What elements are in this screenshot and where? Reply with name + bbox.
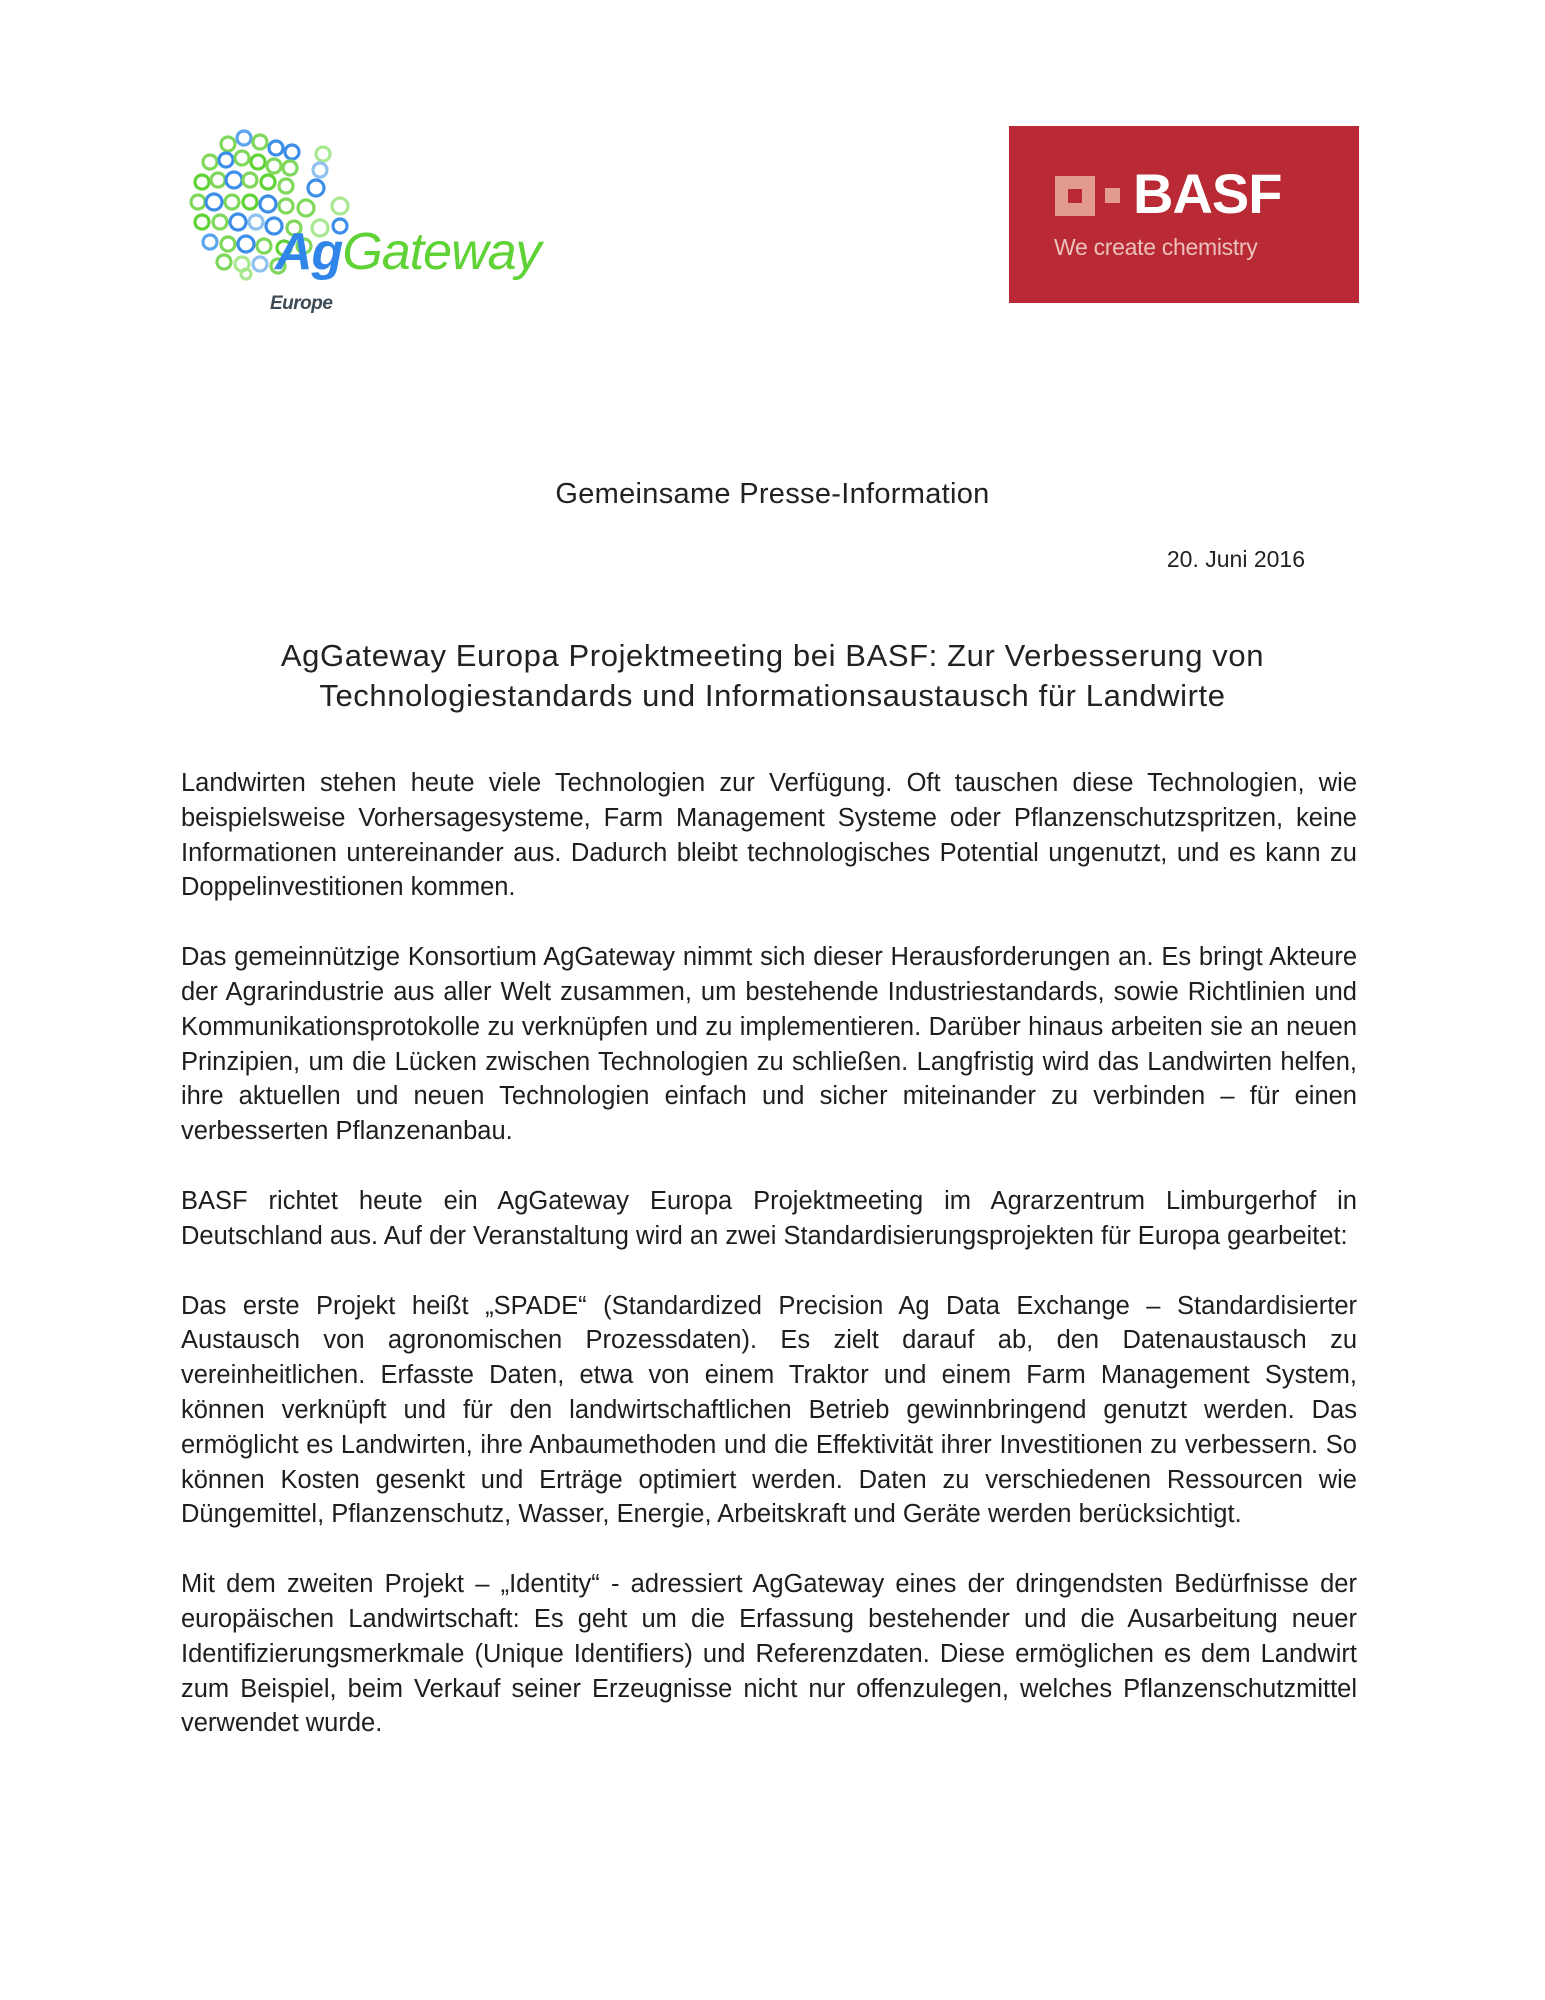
title-line-2: Technologiestandards und Informationsaustausch für Landwirte [319,678,1226,713]
aggateway-prefix: Ag [275,223,343,281]
basf-wordmark: BASF [1133,162,1282,225]
body-paragraph-3: BASF richtet heute ein AgGateway Europa Projektmeeting im Agrarzentrum Limburgerhof in Deutschland aus. Auf der Veranstaltung wird an zwei Standardisierungsprojekten für Europa gearbeitet: [181,1186,1357,1250]
press-release-title [150,636,1395,716]
basf-tagline: We create chemistry [1054,234,1258,260]
aggateway-europe-logo [180,122,550,322]
press-release-body [181,766,1357,1776]
aggateway-name: Gateway [342,223,541,281]
title-line-1: AgGateway Europa Projektmeeting bei BASF: Zur Verbesserung von [280,638,1265,673]
basf-small-square-icon [1105,188,1120,203]
document-type-heading: Gemeinsame Presse-Information [555,478,990,510]
body-paragraph-2: Das gemeinnützige Konsortium AgGateway nimmt sich dieser Herausforderungen an. Es bringt Akteure der Agrarindustrie aus aller Welt zusammen, um bestehende Industriestandards, sowie Richtlinien und Kommunikationsprotokolle zu verknüpfen und zu implementieren. Darüber hinaus arbeiten sie an neuen Prinzipien, um die Lücken zwischen Technologien zu schließen. Langfristig wird das Landwirten helfen, ihre aktuellen und neuen Technologien einfach und sicher miteinander zu verbinden – für einen verbesserten Pflanzenanbau. [181,943,1357,1146]
document-date: 20. Juni 2016 [1166,546,1305,572]
basf-square-icon [1055,176,1095,216]
basf-logo [1009,126,1359,303]
body-paragraph-4: Das erste Projekt heißt „SPADE“ (Standardized Precision Ag Data Exchange – Standardisierter Austausch von agronomischen Prozessdaten). Es zielt darauf ab, den Datenaustausch zu vereinheitlichen. Erfasste Daten, etwa von einem Traktor und einem Farm Management System, können verknüpft und für den landwirtschaftlichen Betrieb gewinnbringend genutzt werden. Das ermöglicht es Landwirten, ihre Anbaumethoden und die Effektivität ihrer Investitionen zu verbessern. So können Kosten gesenkt und Erträge optimiert werden. Daten zu verschiedenen Ressourcen wie Düngemittel, Pflanzenschutz, Wasser, Energie, Arbeitskraft und Geräte werden berücksichtigt. [181,1291,1357,1529]
body-paragraph-5: Mit dem zweiten Projekt – „Identity“ - adressiert AgGateway eines der dringendsten Bedürfnisse der europäischen Landwirtschaft: Es geht um die Erfassung bestehender und die Ausarbeitung neuer Identifizierungsmerkmale (Unique Identifiers) und Referenzdaten. Diese ermöglichen es dem Landwirt zum Beispiel, beim Verkauf seiner Erzeugnisse nicht nur offenzulegen, welches Pflanzenschutzmittel verwendet wurde. [181,1570,1357,1738]
aggateway-region: Europe [270,293,333,314]
aggateway-wordmark [275,223,541,281]
body-paragraph-1: Landwirten stehen heute viele Technologien zur Verfügung. Oft tauschen diese Technologien, wie beispielsweise Vorhersagesysteme, Farm Management Systeme oder Pflanzenschutzspritzen, keine Informationen untereinander aus. Dadurch bleibt technologisches Potential ungenutzt, und es kann zu Doppelinvestitionen kommen. [181,769,1357,902]
